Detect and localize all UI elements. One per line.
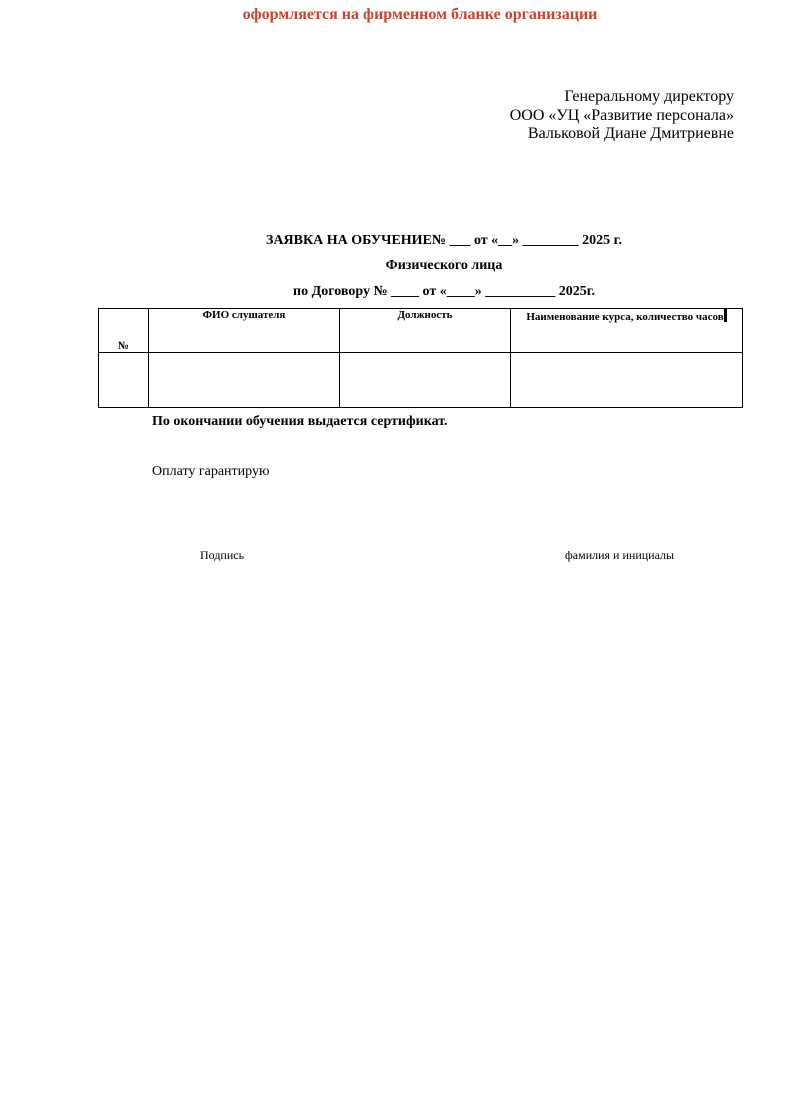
- header-full-name: ФИО слушателя: [149, 309, 340, 353]
- cell-full-name[interactable]: [149, 353, 340, 408]
- surname-initials-label: фамилия и инициалы: [565, 548, 675, 562]
- document-subtitle: Физического лица: [385, 258, 503, 273]
- document-title: ЗАЯВКА НА ОБУЧЕНИЕ№ ___ от «__» ________ 2025 г.: [266, 233, 622, 248]
- table-row: [99, 353, 743, 408]
- header-position: Должность: [340, 309, 511, 353]
- certificate-note: По окончании обучения выдается сертификат.: [152, 414, 448, 429]
- addressee-block: [510, 88, 734, 144]
- signature-label: Подпись: [200, 548, 245, 562]
- header-number: №: [99, 309, 149, 353]
- header-course-hours-label: Наименование курса, количество часов: [526, 311, 724, 323]
- cell-number[interactable]: [99, 353, 149, 408]
- cell-position[interactable]: [340, 353, 511, 408]
- addressee-name: Вальковой Диане Дмитриевне: [527, 125, 734, 142]
- addressee-position: Генеральному директору: [564, 88, 734, 105]
- table-header-row: [99, 309, 743, 353]
- addressee-organization: ООО «УЦ «Развитие персонала»: [509, 106, 734, 124]
- letterhead-note: оформляется на фирменном бланке организации: [242, 6, 598, 23]
- trainees-table: [98, 308, 743, 408]
- header-course-hours: [511, 309, 743, 353]
- cell-course-hours[interactable]: [511, 353, 743, 408]
- contract-reference: по Договору № ____ от «____» __________ 2025г.: [293, 284, 595, 299]
- text-cursor-mark: [724, 309, 727, 322]
- payment-guarantee: Оплату гарантирую: [152, 464, 270, 479]
